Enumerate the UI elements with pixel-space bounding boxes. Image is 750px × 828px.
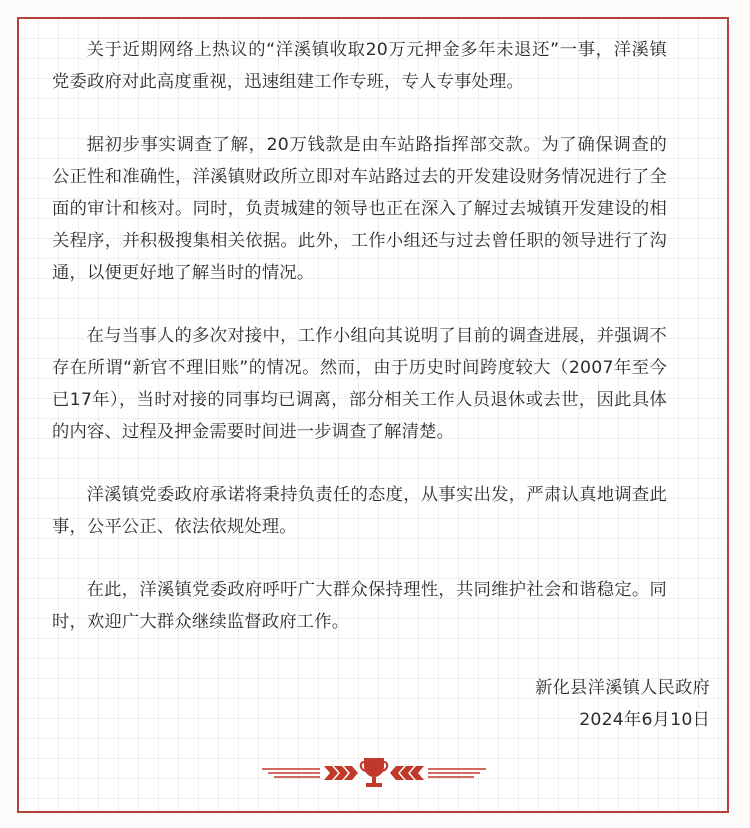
signature-org: 新化县洋溪镇人民政府 (535, 678, 710, 698)
trophy-icon (360, 758, 389, 787)
paragraph-5: 在此，洋溪镇党委政府呼吁广大群众保持理性，共同维护社会和谐稳定。同时，欢迎广大群众继续监督政府工作。 (52, 580, 667, 632)
paragraph-4: 洋溪镇党委政府承诺将秉持负责任的态度，从事实出发，严肃认真地调查此事，公平公正、依法依规处理。 (52, 485, 667, 537)
paragraph-1: 关于近期网络上热议的“洋溪镇收取20万元押金多年未退还”一事，洋溪镇党委政府对此高度重视，迅速组建工作专班，专人专事处理。 (52, 40, 667, 92)
ornament-left-lines (262, 769, 320, 777)
paragraph-2: 据初步事实调查了解，20万钱款是由车站路指挥部交款。为了确保调查的公正性和准确性，洋溪镇财政所立即对车站路过去的开发建设财务情况进行了全面的审计和核对。同时，负责城建的领导也正在深入了解过去城镇开发建设的相关程序，并积极搜集相关依据。此外，工作小组还与过去曾任职的领导进行了沟通，以便更好地了解当时的情况。 (52, 135, 667, 283)
ornament-left-chevrons (324, 766, 358, 780)
signature-date: 2024年6月10日 (579, 710, 710, 730)
signature-block (535, 672, 710, 736)
ornament-right-lines (428, 769, 486, 777)
ornament-right-chevrons (390, 766, 424, 780)
document-body (52, 34, 667, 669)
paragraph-3: 在与当事人的多次对接中，工作小组向其说明了目前的调查进展，并强调不存在所谓“新官不理旧账”的情况。然而，由于历史时间跨度较大（2007年至今已17年），当时对接的同事均已调离，部分相关工作人员退休或去世，因此具体的内容、过程及押金需要时间进一步调查了解清楚。 (52, 326, 667, 442)
ornament-divider (258, 752, 490, 792)
